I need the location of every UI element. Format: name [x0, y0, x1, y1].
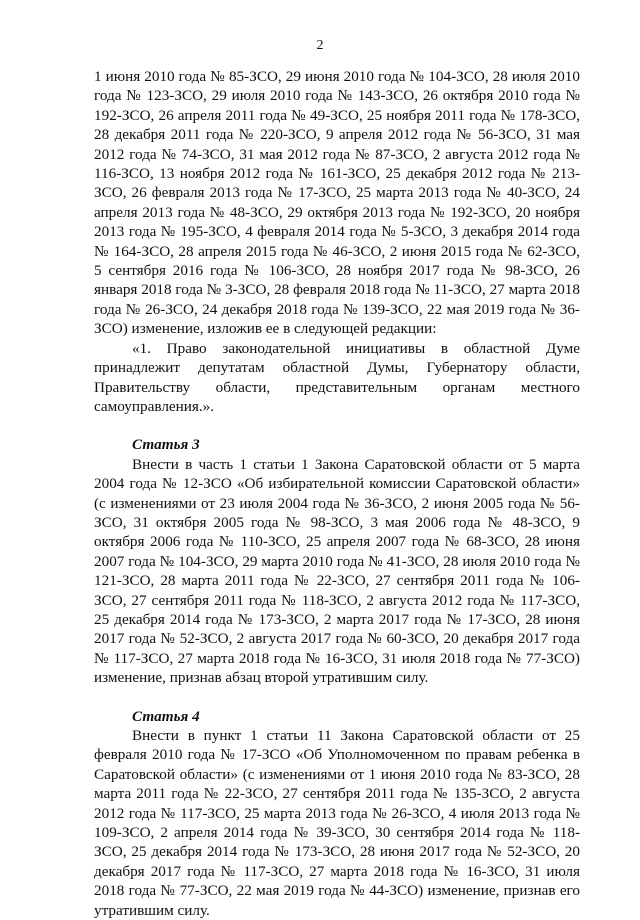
paragraph-article-4: Внести в пункт 1 статьи 11 Закона Саратовской области от 25 февраля 2010 года № 17-ЗСО «Об Уполномоченном по правам ребенка в Саратовской области» (с изменениями от 1 июня 2010 года № 83-ЗСО, 28 марта 2011 года № 22-ЗСО, 27 сентября 2011 года № 135-ЗСО, 2 августа 2012 года № 117-ЗСО, 25 марта 2013 года № 26-ЗСО, 4 июля 2013 года № 109-ЗСО, 2 апреля 2014 года № 39-ЗСО, 30 сентября 2014 года № 118-ЗСО, 25 декабря 2014 года № 173-ЗСО, 28 июня 2017 года № 52-ЗСО, 20 декабря 2017 года № 117-ЗСО, 27 марта 2018 года № 16-ЗСО, 31 июля 2018 года № 77-ЗСО, 22 мая 2019 года № 44-ЗСО) изменение, признав его утратившим силу. [94, 727, 580, 919]
page-number: 2 [316, 38, 324, 53]
paragraph-new-wording: «1. Право законодательной инициативы в областной Думе принадлежит депутатам областной Думы, Губернатору области, Правительству области, представительным органам местного самоуправления.». [94, 339, 580, 415]
paragraph-article-3: Внести в часть 1 статьи 1 Закона Саратовской области от 5 марта 2004 года № 12-ЗСО «Об избирательной комиссии Саратовской области» (с изменениями от 23 июля 2004 года № 36-ЗСО, 2 июня 2005 года № 56-ЗСО, 31 октября 2005 года № 98-ЗСО, 3 мая 2006 года № 48-ЗСО, 9 октября 2006 года № 110-ЗСО, 25 апреля 2007 года № 68-ЗСО, 28 июня 2007 года № 104-ЗСО, 29 марта 2010 года № 41-ЗСО, 28 июля 2010 года № 121-ЗСО, 28 марта 2011 года № 22-ЗСО, 27 сентября 2011 года № 106-ЗСО, 27 сентября 2011 года № 118-ЗСО, 2 августа 2012 года № 117-ЗСО, 25 декабря 2014 года № 173-ЗСО, 2 марта 2017 года № 17-ЗСО, 28 июня 2017 года № 52-ЗСО, 2 августа 2017 года № 60-ЗСО, 20 декабря 2017 года № 117-ЗСО, 27 марта 2018 года № 16-ЗСО, 31 июля 2018 года № 77-ЗСО) изменение, признав абзац второй утратившим силу. [94, 455, 580, 687]
document-body [94, 67, 580, 920]
paragraph-amendment-list: 1 июня 2010 года № 85-ЗСО, 29 июня 2010 года № 104-ЗСО, 28 июля 2010 года № 123-ЗСО, 29 июля 2010 года № 143-ЗСО, 26 октября 2010 года № 192-ЗСО, 26 апреля 2011 года № 49-ЗСО, 25 ноября 2011 года № 178-ЗСО, 28 декабря 2011 года № 220-ЗСО, 9 апреля 2012 года № 56-ЗСО, 31 мая 2012 года № 74-ЗСО, 31 мая 2012 года № 87-ЗСО, 2 августа 2012 года № 116-ЗСО, 13 ноября 2012 года № 161-ЗСО, 25 декабря 2012 года № 213-ЗСО, 26 февраля 2013 года № 17-ЗСО, 25 марта 2013 года № 40-ЗСО, 24 апреля 2013 года № 48-ЗСО, 29 октября 2013 года № 192-ЗСО, 20 ноября 2013 года № 195-ЗСО, 4 февраля 2014 года № 5-ЗСО, 3 декабря 2014 года № 164-ЗСО, 28 апреля 2015 года № 46-ЗСО, 2 июня 2015 года № 62-ЗСО, 5 сентября 2016 года № 106-ЗСО, 28 ноября 2017 года № 98-ЗСО, 26 января 2018 года № 3-ЗСО, 28 февраля 2018 года № 11-ЗСО, 27 марта 2018 года № 26-ЗСО, 24 декабря 2018 года № 139-ЗСО, 22 мая 2019 года № 36-ЗСО) изменение, изложив ее в следующей редакции: [94, 68, 580, 338]
article-3-heading: Статья 3 [132, 436, 200, 454]
article-4-heading: Статья 4 [132, 707, 200, 725]
